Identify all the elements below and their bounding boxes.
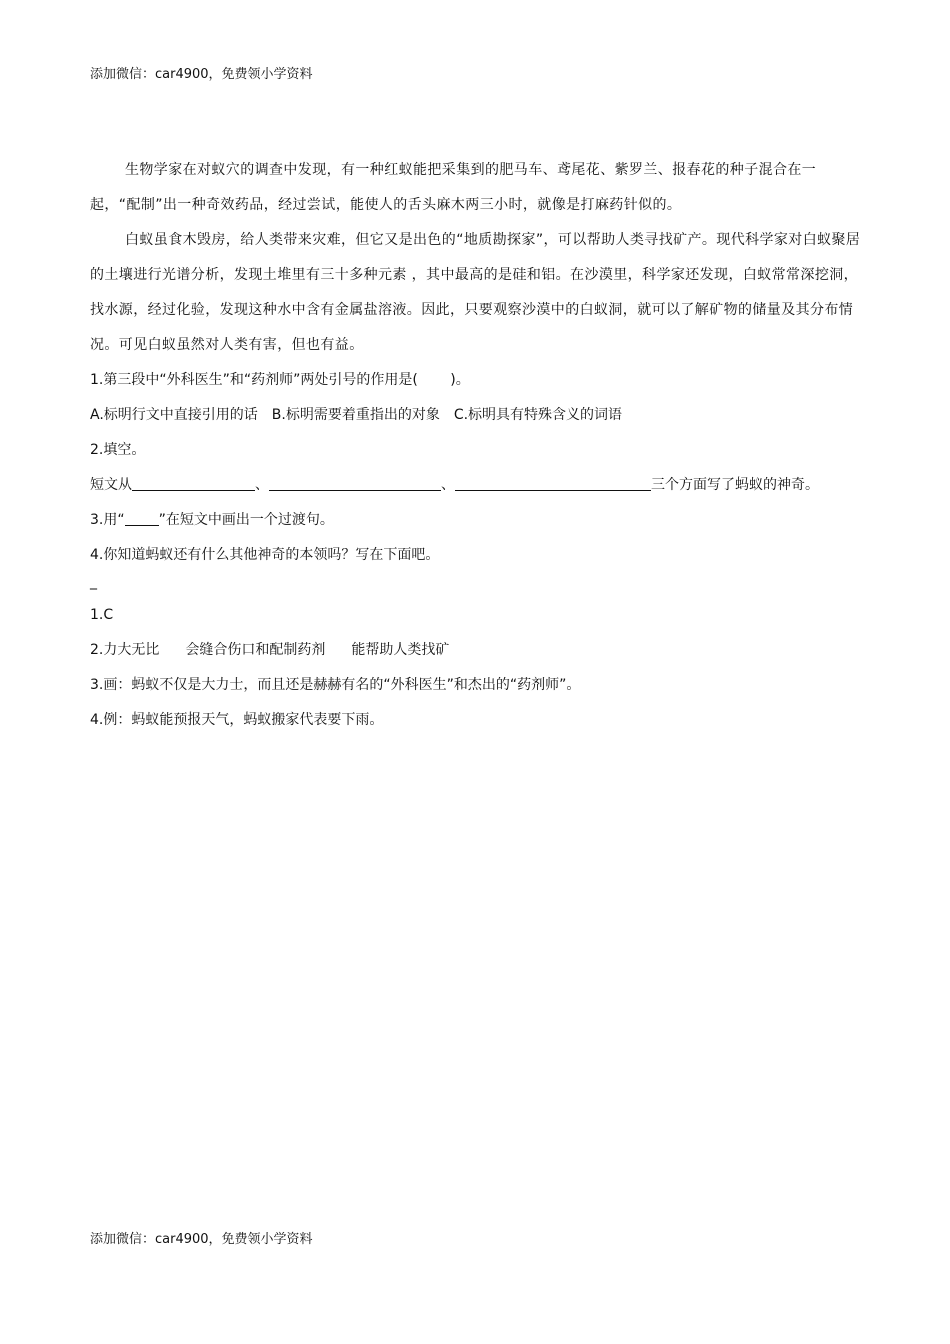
fill-suffix: 三个方面写了蚂蚁的神奇。	[651, 477, 819, 493]
answer-blank[interactable]	[455, 474, 651, 491]
answer-2-item: 能帮助人类找矿	[351, 642, 450, 658]
question-2-fill	[90, 468, 862, 503]
answer-4: 4.例：蚂蚁能预报天气，蚂蚁搬家代表要下雨。	[90, 712, 384, 728]
fill-separator: 、	[441, 477, 455, 493]
answer-3: 3.画：蚂蚁不仅是大力士，而且还是赫赫有名的“外科医生”和杰出的“药剂师”。	[90, 677, 581, 693]
paragraph: 生物学家在对蚁穴的调查中发现，有一种红蚁能把采集到的肥马车、鸢尾花、紫罗兰、报春花的种子混合在一起，“配制”出一种奇效药品，经过尝试，能使人的舌头麻木两三小时，就像是打麻药针似的。	[90, 162, 817, 213]
document-body	[90, 153, 862, 738]
answer-2	[90, 633, 862, 668]
question-2: 2.填空。	[90, 442, 146, 458]
question-3-suffix: ”在短文中画出一个过渡句。	[158, 512, 334, 528]
answer-2-item: 力大无比	[103, 642, 160, 658]
question-4: 4.你知道蚂蚁还有什么其他神奇的本领吗？写在下面吧。	[90, 547, 440, 563]
question-1-options: A.标明行文中直接引用的话 B.标明需要着重指出的对象 C.标明具有特殊含义的词语	[90, 407, 623, 423]
answer-blank[interactable]	[269, 474, 441, 491]
question-3	[90, 503, 862, 538]
fill-prefix: 短文从	[90, 477, 132, 493]
page-footer: 添加微信：car4900，免费领小学资料	[90, 1232, 313, 1247]
question-1: 1.第三段中“外科医生”和“药剂师”两处引号的作用是( )。	[90, 372, 470, 388]
question-3-prefix: 3.用“	[90, 512, 125, 528]
underline-sample	[125, 509, 159, 526]
answer-separator: _	[90, 574, 97, 590]
answer-1: 1.C	[90, 607, 114, 623]
answer-2-item: 会缝合伤口和配制药剂	[185, 642, 326, 658]
page-header: 添加微信：car4900，免费领小学资料	[90, 67, 313, 82]
fill-separator: 、	[255, 477, 269, 493]
answer-2-number: 2.	[90, 642, 104, 658]
paragraph: 白蚁虽食木毁房，给人类带来灾难，但它又是出色的“地质勘探家”，可以帮助人类寻找矿产。现代科学家对白蚁聚居的土壤进行光谱分析，发现土堆里有三十多种元素 ，其中最高的是硅和铝。在沙漠里，科学家还发现，白蚁常常深挖洞，找水源，经过化验，发现这种水中含有金属盐溶液。因此，只要观察沙漠中的白蚁洞，就可以了解矿物的储量及其分布情况。可见白蚁虽然对人类有害，但也有益。	[90, 232, 861, 353]
answer-blank[interactable]	[132, 474, 255, 491]
